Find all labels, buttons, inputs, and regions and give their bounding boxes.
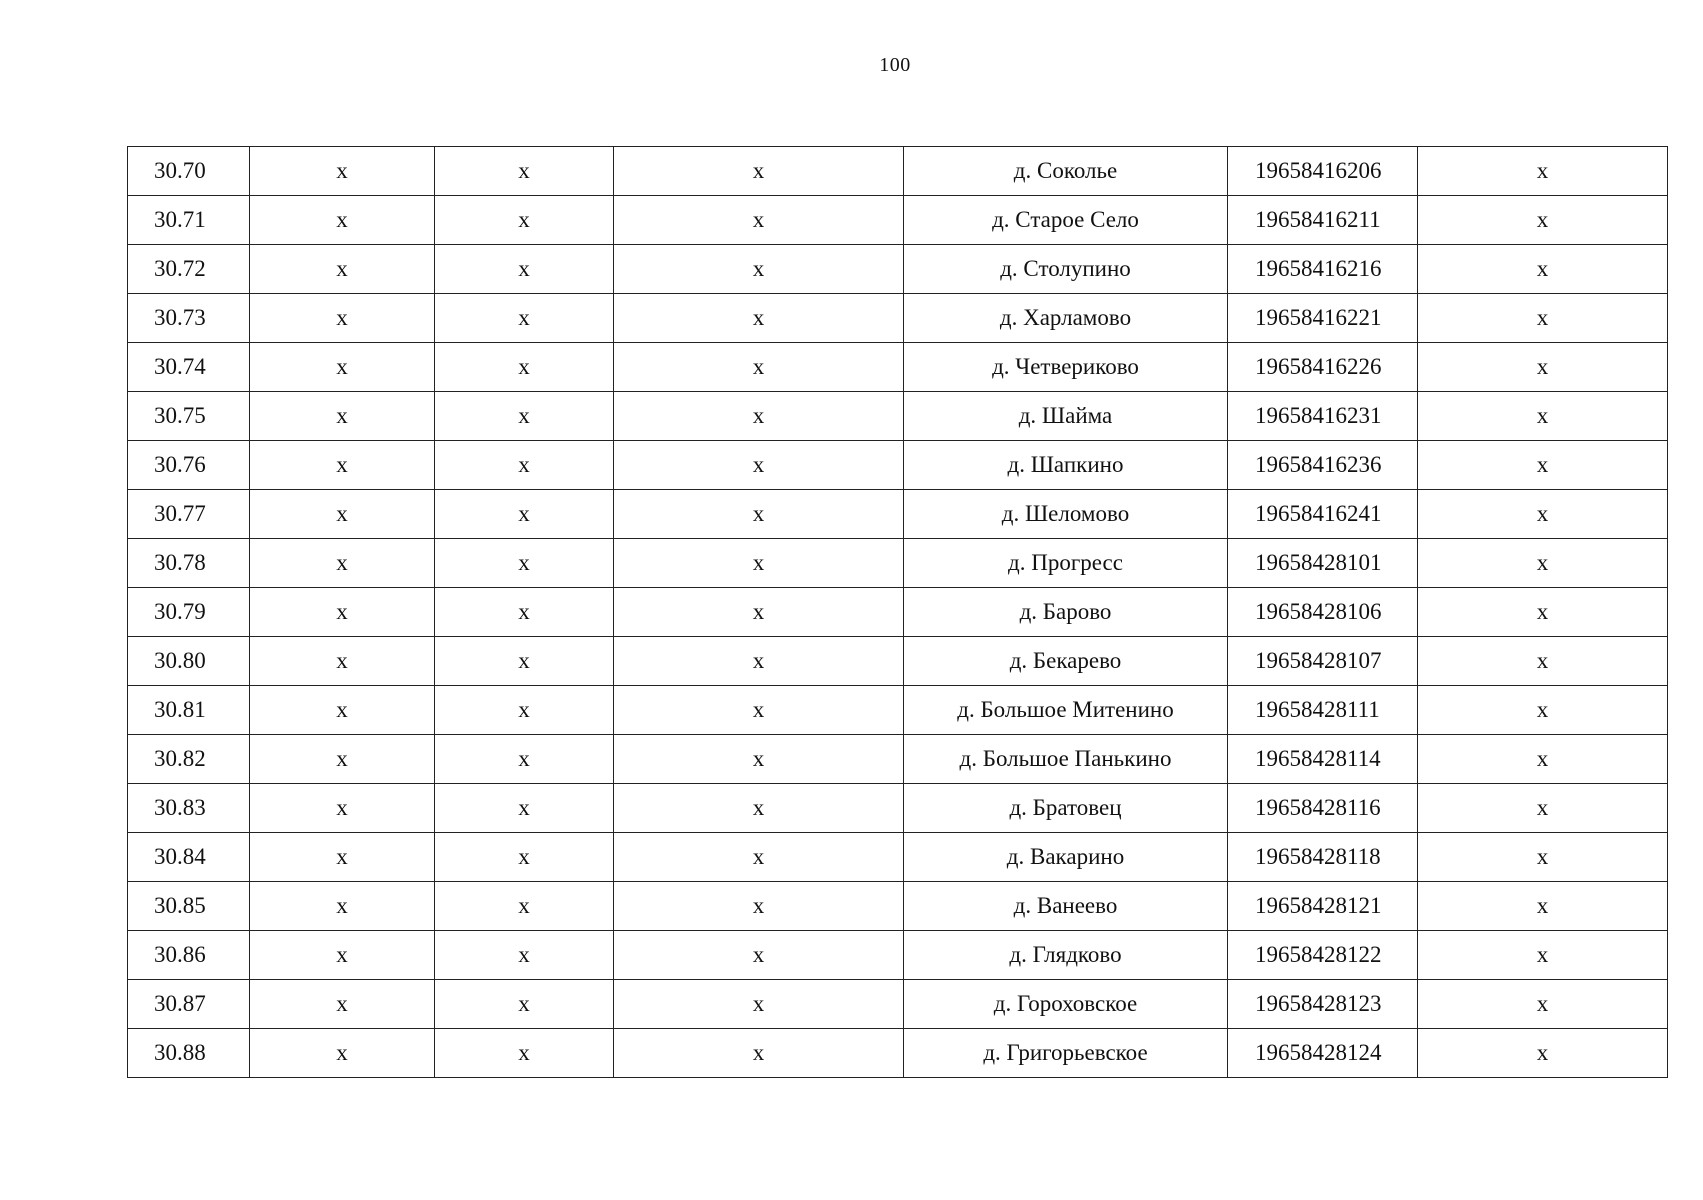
x-cell: х [1418, 392, 1668, 441]
row-number-cell: 30.87 [128, 980, 250, 1029]
x-cell: х [435, 931, 614, 980]
oktmo-code-cell: 19658416241 [1228, 490, 1418, 539]
settlement-name-cell: д. Старое Село [904, 196, 1228, 245]
x-cell: х [1418, 196, 1668, 245]
row-number-cell: 30.74 [128, 343, 250, 392]
x-cell: х [614, 196, 904, 245]
x-cell: х [435, 637, 614, 686]
oktmo-code-cell: 19658416221 [1228, 294, 1418, 343]
settlement-name-cell: д. Шапкино [904, 441, 1228, 490]
x-cell: х [250, 441, 435, 490]
x-cell: х [435, 245, 614, 294]
x-cell: х [435, 490, 614, 539]
x-cell: х [614, 882, 904, 931]
settlement-name-cell: д. Бекарево [904, 637, 1228, 686]
row-number-cell: 30.73 [128, 294, 250, 343]
x-cell: х [250, 833, 435, 882]
x-cell: х [614, 980, 904, 1029]
settlement-name-cell: д. Прогресс [904, 539, 1228, 588]
settlement-name-cell: д. Харламово [904, 294, 1228, 343]
x-cell: х [435, 147, 614, 196]
x-cell: х [250, 882, 435, 931]
settlement-name-cell: д. Барово [904, 588, 1228, 637]
x-cell: х [250, 931, 435, 980]
x-cell: х [250, 980, 435, 1029]
x-cell: х [435, 686, 614, 735]
settlement-name-cell: д. Четвериково [904, 343, 1228, 392]
settlement-name-cell: д. Григорьевское [904, 1029, 1228, 1078]
x-cell: х [1418, 931, 1668, 980]
settlement-name-cell: д. Соколье [904, 147, 1228, 196]
x-cell: х [250, 490, 435, 539]
x-cell: х [1418, 539, 1668, 588]
x-cell: х [1418, 147, 1668, 196]
table-row [128, 539, 1668, 588]
x-cell: х [250, 539, 435, 588]
x-cell: х [250, 784, 435, 833]
oktmo-code-cell: 19658428107 [1228, 637, 1418, 686]
table-row [128, 392, 1668, 441]
table-row [128, 980, 1668, 1029]
table-row [128, 441, 1668, 490]
row-number-cell: 30.72 [128, 245, 250, 294]
table-row [128, 343, 1668, 392]
x-cell: х [250, 147, 435, 196]
x-cell: х [435, 735, 614, 784]
table-row [128, 686, 1668, 735]
x-cell: х [614, 588, 904, 637]
x-cell: х [250, 294, 435, 343]
oktmo-code-cell: 19658428111 [1228, 686, 1418, 735]
oktmo-code-cell: 19658428124 [1228, 1029, 1418, 1078]
x-cell: х [435, 343, 614, 392]
x-cell: х [614, 245, 904, 294]
settlement-name-cell: д. Большое Панькино [904, 735, 1228, 784]
x-cell: х [435, 980, 614, 1029]
x-cell: х [614, 490, 904, 539]
x-cell: х [614, 784, 904, 833]
x-cell: х [1418, 294, 1668, 343]
row-number-cell: 30.84 [128, 833, 250, 882]
x-cell: х [1418, 637, 1668, 686]
x-cell: х [250, 735, 435, 784]
x-cell: х [1418, 882, 1668, 931]
oktmo-code-cell: 19658428114 [1228, 735, 1418, 784]
x-cell: х [435, 833, 614, 882]
settlement-name-cell: д. Большое Митенино [904, 686, 1228, 735]
table-row [128, 588, 1668, 637]
oktmo-code-cell: 19658428118 [1228, 833, 1418, 882]
x-cell: х [435, 392, 614, 441]
table-row [128, 931, 1668, 980]
x-cell: х [614, 637, 904, 686]
x-cell: х [250, 196, 435, 245]
settlement-name-cell: д. Шеломово [904, 490, 1228, 539]
x-cell: х [1418, 245, 1668, 294]
x-cell: х [1418, 490, 1668, 539]
table-row [128, 147, 1668, 196]
x-cell: х [435, 784, 614, 833]
x-cell: х [435, 588, 614, 637]
x-cell: х [1418, 686, 1668, 735]
settlement-name-cell: д. Гороховское [904, 980, 1228, 1029]
x-cell: х [614, 539, 904, 588]
x-cell: х [614, 343, 904, 392]
x-cell: х [435, 1029, 614, 1078]
oktmo-code-cell: 19658428101 [1228, 539, 1418, 588]
row-number-cell: 30.82 [128, 735, 250, 784]
x-cell: х [1418, 1029, 1668, 1078]
table-row [128, 882, 1668, 931]
row-number-cell: 30.83 [128, 784, 250, 833]
x-cell: х [1418, 441, 1668, 490]
row-number-cell: 30.85 [128, 882, 250, 931]
row-number-cell: 30.70 [128, 147, 250, 196]
x-cell: х [250, 1029, 435, 1078]
table-row [128, 294, 1668, 343]
x-cell: х [250, 392, 435, 441]
table-row [128, 833, 1668, 882]
row-number-cell: 30.88 [128, 1029, 250, 1078]
x-cell: х [614, 833, 904, 882]
row-number-cell: 30.77 [128, 490, 250, 539]
x-cell: х [250, 637, 435, 686]
x-cell: х [435, 441, 614, 490]
settlement-name-cell: д. Братовец [904, 784, 1228, 833]
x-cell: х [250, 588, 435, 637]
row-number-cell: 30.75 [128, 392, 250, 441]
table-row [128, 490, 1668, 539]
x-cell: х [1418, 735, 1668, 784]
x-cell: х [1418, 588, 1668, 637]
oktmo-code-cell: 19658428121 [1228, 882, 1418, 931]
table-row [128, 245, 1668, 294]
row-number-cell: 30.80 [128, 637, 250, 686]
x-cell: х [1418, 343, 1668, 392]
x-cell: х [1418, 784, 1668, 833]
row-number-cell: 30.86 [128, 931, 250, 980]
row-number-cell: 30.76 [128, 441, 250, 490]
oktmo-code-cell: 19658416231 [1228, 392, 1418, 441]
x-cell: х [250, 686, 435, 735]
oktmo-code-cell: 19658416236 [1228, 441, 1418, 490]
row-number-cell: 30.78 [128, 539, 250, 588]
settlement-name-cell: д. Глядково [904, 931, 1228, 980]
table-body [128, 147, 1668, 1078]
row-number-cell: 30.79 [128, 588, 250, 637]
settlement-name-cell: д. Ванеево [904, 882, 1228, 931]
x-cell: х [435, 294, 614, 343]
table-row [128, 196, 1668, 245]
settlement-name-cell: д. Шайма [904, 392, 1228, 441]
x-cell: х [1418, 833, 1668, 882]
settlements-table [127, 146, 1668, 1078]
settlement-name-cell: д. Вакарино [904, 833, 1228, 882]
oktmo-code-cell: 19658416226 [1228, 343, 1418, 392]
x-cell: х [250, 245, 435, 294]
x-cell: х [250, 343, 435, 392]
x-cell: х [614, 1029, 904, 1078]
table-row [128, 735, 1668, 784]
table-row [128, 1029, 1668, 1078]
x-cell: х [435, 882, 614, 931]
oktmo-code-cell: 19658428123 [1228, 980, 1418, 1029]
x-cell: х [614, 931, 904, 980]
x-cell: х [435, 196, 614, 245]
x-cell: х [614, 147, 904, 196]
x-cell: х [435, 539, 614, 588]
page-number: 100 [879, 54, 911, 76]
row-number-cell: 30.71 [128, 196, 250, 245]
oktmo-code-cell: 19658428122 [1228, 931, 1418, 980]
oktmo-code-cell: 19658416216 [1228, 245, 1418, 294]
x-cell: х [1418, 980, 1668, 1029]
oktmo-code-cell: 19658428116 [1228, 784, 1418, 833]
x-cell: х [614, 392, 904, 441]
settlement-name-cell: д. Столупино [904, 245, 1228, 294]
oktmo-code-cell: 19658416206 [1228, 147, 1418, 196]
oktmo-code-cell: 19658416211 [1228, 196, 1418, 245]
x-cell: х [614, 735, 904, 784]
x-cell: х [614, 294, 904, 343]
oktmo-code-cell: 19658428106 [1228, 588, 1418, 637]
x-cell: х [614, 441, 904, 490]
table-row [128, 637, 1668, 686]
x-cell: х [614, 686, 904, 735]
table-row [128, 784, 1668, 833]
row-number-cell: 30.81 [128, 686, 250, 735]
